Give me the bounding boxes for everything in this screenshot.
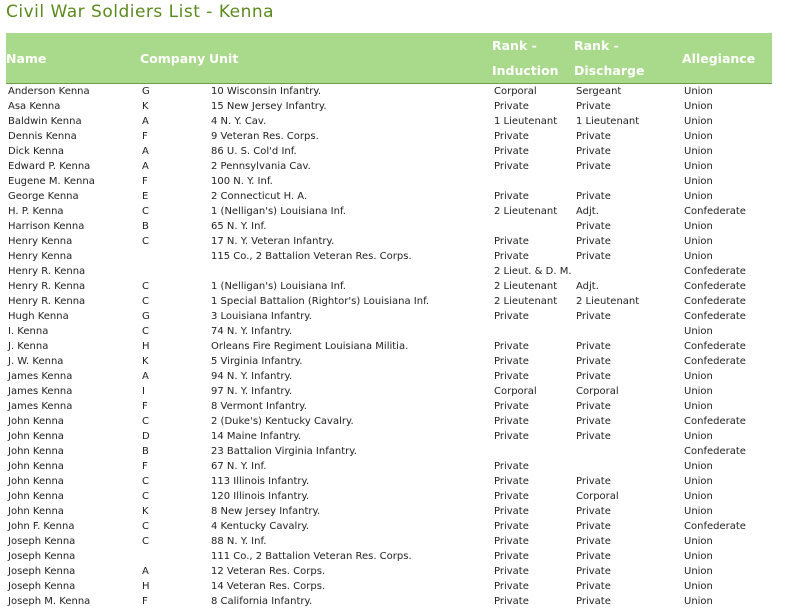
unit-cell: 5 Virginia Infantry.	[211, 356, 303, 367]
rank-induction-cell: Private	[494, 131, 529, 142]
company-cell: A	[142, 116, 149, 127]
rank-discharge-cell: Private	[576, 431, 611, 442]
company-cell: C	[142, 521, 149, 532]
table-row	[6, 249, 772, 264]
unit-cell: 65 N. Y. Inf.	[211, 221, 267, 232]
rank-discharge-cell: Private	[576, 596, 611, 607]
allegiance-cell: Confederate	[684, 281, 746, 292]
name-cell: Asa Kenna	[8, 101, 61, 112]
table-body	[6, 84, 772, 610]
company-cell: A	[142, 146, 149, 157]
rank-discharge-cell: Private	[576, 356, 611, 367]
unit-cell: 14 Maine Infantry.	[211, 431, 302, 442]
allegiance-cell: Union	[684, 221, 713, 232]
unit-cell: 1 Special Battalion (Rightor's) Louisiana Inf.	[211, 296, 430, 307]
rank-discharge-cell: Sergeant	[576, 86, 622, 97]
rank-induction-cell: 2 Lieutenant	[494, 206, 558, 217]
table-row	[6, 459, 772, 474]
unit-cell: 1 (Nelligan's) Louisiana Inf.	[211, 281, 346, 292]
table-row	[6, 474, 772, 489]
rank-discharge-cell: Private	[576, 551, 611, 562]
company-cell: F	[142, 461, 148, 472]
rank-induction-cell	[492, 324, 574, 339]
allegiance-cell: Union	[684, 101, 713, 112]
allegiance-cell: Confederate	[684, 446, 746, 457]
rank-induction-cell: Private	[494, 311, 529, 322]
unit-cell: 86 U. S. Col'd Inf.	[211, 146, 297, 157]
unit-cell: 3 Louisiana Infantry.	[211, 311, 312, 322]
allegiance-cell: Union	[684, 161, 713, 172]
table-row	[6, 114, 772, 129]
rank-induction-cell: Private	[494, 371, 529, 382]
unit-cell: 2 Pennsylvania Cav.	[211, 161, 311, 172]
rank-discharge-cell: Private	[576, 536, 611, 547]
rank-induction-cell: Private	[494, 521, 529, 532]
unit-cell: 100 N. Y. Inf.	[211, 176, 273, 187]
company-cell: F	[142, 401, 148, 412]
rank-induction-cell: 2 Lieutenant	[494, 281, 558, 292]
name-cell: Joseph Kenna	[8, 566, 76, 577]
table-row	[6, 324, 772, 339]
rank-induction-cell	[492, 444, 574, 459]
unit-cell: 8 California Infantry.	[211, 596, 313, 607]
unit-cell: Orleans Fire Regiment Louisiana Militia.	[211, 341, 409, 352]
rank-discharge-cell	[574, 324, 682, 339]
rank-discharge-cell: Private	[576, 506, 611, 517]
unit-cell: 12 Veteran Res. Corps.	[211, 566, 326, 577]
table-row	[6, 339, 772, 354]
rank-induction-cell: Private	[494, 566, 529, 577]
name-cell: George Kenna	[8, 191, 79, 202]
column-header-allegiance[interactable]: Allegiance	[682, 50, 756, 66]
table-row	[6, 519, 772, 534]
company-cell: K	[142, 506, 149, 517]
company-cell: E	[142, 191, 149, 202]
rank-induction-cell	[492, 219, 574, 234]
unit-cell	[209, 264, 492, 279]
company-cell: K	[142, 101, 149, 112]
rank-discharge-cell: Private	[576, 401, 611, 412]
allegiance-cell: Union	[684, 551, 713, 562]
rank-induction-cell: Private	[494, 236, 529, 247]
allegiance-cell: Union	[684, 236, 713, 247]
allegiance-cell: Confederate	[684, 521, 746, 532]
unit-cell: 115 Co., 2 Battalion Veteran Res. Corps.	[211, 251, 412, 262]
company-cell: C	[142, 416, 149, 427]
name-cell: Henry Kenna	[8, 251, 73, 262]
name-cell: John Kenna	[8, 461, 64, 472]
table-row	[6, 549, 772, 564]
rank-discharge-cell: Private	[576, 236, 611, 247]
table-row	[6, 444, 772, 459]
table-row	[6, 219, 772, 234]
table-row	[6, 279, 772, 294]
company-cell: F	[142, 596, 148, 607]
table-row	[6, 189, 772, 204]
company-cell: G	[142, 86, 150, 97]
name-cell: John Kenna	[8, 476, 64, 487]
company-cell: C	[142, 281, 149, 292]
rank-discharge-cell: Private	[576, 101, 611, 112]
allegiance-cell: Confederate	[684, 311, 746, 322]
name-cell: J. W. Kenna	[8, 356, 64, 367]
name-cell: Joseph Kenna	[8, 536, 76, 547]
table-row	[6, 489, 772, 504]
unit-cell: 15 New Jersey Infantry.	[211, 101, 327, 112]
name-cell: Eugene M. Kenna	[8, 176, 95, 187]
table-row	[6, 579, 772, 594]
unit-cell: 111 Co., 2 Battalion Veteran Res. Corps.	[211, 551, 412, 562]
table-row	[6, 594, 772, 609]
table-row	[6, 429, 772, 444]
allegiance-cell: Union	[684, 146, 713, 157]
unit-cell: 67 N. Y. Inf.	[211, 461, 267, 472]
allegiance-cell: Union	[684, 251, 713, 262]
table-row	[6, 309, 772, 324]
company-cell: F	[142, 131, 148, 142]
company-cell: C	[142, 491, 149, 502]
table-row	[6, 504, 772, 519]
rank-induction-cell: Private	[494, 146, 529, 157]
company-cell: C	[142, 326, 149, 337]
company-cell: A	[142, 161, 149, 172]
unit-cell: 4 N. Y. Cav.	[211, 116, 267, 127]
company-cell: C	[142, 236, 149, 247]
allegiance-cell: Confederate	[684, 266, 746, 277]
name-cell: Dick Kenna	[8, 146, 64, 157]
rank-induction-cell: Corporal	[494, 86, 537, 97]
table-row	[6, 144, 772, 159]
name-cell: Harrison Kenna	[8, 221, 85, 232]
rank-induction-cell: Private	[494, 596, 529, 607]
rank-discharge-cell: Private	[576, 161, 611, 172]
table-row	[6, 159, 772, 174]
company-cell: K	[142, 356, 149, 367]
name-cell: Hugh Kenna	[8, 311, 69, 322]
rank-discharge-cell: Private	[576, 566, 611, 577]
name-cell: John Kenna	[8, 416, 64, 427]
allegiance-cell: Confederate	[684, 356, 746, 367]
unit-cell: 97 N. Y. Infantry.	[211, 386, 293, 397]
allegiance-cell: Confederate	[684, 341, 746, 352]
name-cell: Baldwin Kenna	[8, 116, 82, 127]
rank-induction-cell: Private	[494, 536, 529, 547]
rank-induction-cell: Private	[494, 416, 529, 427]
allegiance-cell: Union	[684, 86, 713, 97]
unit-cell: 120 Illinois Infantry.	[211, 491, 310, 502]
table-row	[6, 174, 772, 189]
rank-induction-cell: 1 Lieutenant	[494, 116, 558, 127]
rank-discharge-cell	[574, 174, 682, 189]
name-cell: Dennis Kenna	[8, 131, 77, 142]
company-cell: B	[142, 221, 149, 232]
rank-induction-cell: Private	[494, 356, 529, 367]
name-cell: John Kenna	[8, 506, 64, 517]
rank-discharge-cell	[574, 264, 682, 279]
name-cell: Joseph Kenna	[8, 551, 76, 562]
rank-induction-cell: Corporal	[494, 386, 537, 397]
name-cell: I. Kenna	[8, 326, 49, 337]
rank-induction-cell: Private	[494, 251, 529, 262]
rank-discharge-cell	[574, 459, 682, 474]
unit-cell: 2 Connecticut H. A.	[211, 191, 308, 202]
rank-discharge-cell: Corporal	[576, 386, 619, 397]
unit-cell: 2 (Duke's) Kentucky Cavalry.	[211, 416, 354, 427]
table-row	[6, 384, 772, 399]
allegiance-cell: Union	[684, 581, 713, 592]
rank-induction-cell: Private	[494, 551, 529, 562]
company-cell: G	[142, 311, 150, 322]
rank-discharge-cell: Private	[576, 476, 611, 487]
unit-cell: 17 N. Y. Veteran Infantry.	[211, 236, 335, 247]
unit-cell: 10 Wisconsin Infantry.	[211, 86, 321, 97]
rank-discharge-cell: Adjt.	[576, 206, 599, 217]
company-cell: F	[142, 176, 148, 187]
unit-cell: 9 Veteran Res. Corps.	[211, 131, 319, 142]
rank-discharge-cell: Private	[576, 131, 611, 142]
company-cell: D	[142, 431, 150, 442]
name-cell: James Kenna	[8, 401, 73, 412]
rank-discharge-cell: Private	[576, 221, 611, 232]
table-row	[6, 399, 772, 414]
column-header-company[interactable]: Company	[140, 50, 206, 66]
allegiance-cell: Union	[684, 326, 713, 337]
rank-discharge-cell: Private	[576, 581, 611, 592]
name-cell: Joseph Kenna	[8, 581, 76, 592]
table-row	[6, 534, 772, 549]
header-row	[6, 33, 772, 84]
company-cell: C	[142, 476, 149, 487]
soldiers-table	[6, 33, 772, 609]
allegiance-cell: Union	[684, 491, 713, 502]
name-cell: Henry R. Kenna	[8, 281, 86, 292]
name-cell: Anderson Kenna	[8, 86, 90, 97]
rank-discharge-cell: Corporal	[576, 491, 619, 502]
allegiance-cell: Union	[684, 371, 713, 382]
table-row	[6, 564, 772, 579]
rank-discharge-cell: Private	[576, 341, 611, 352]
column-header-rank-induction[interactable]	[492, 33, 574, 84]
company-cell: C	[142, 536, 149, 547]
column-header-unit[interactable]: Unit	[209, 50, 239, 66]
company-cell: H	[142, 341, 150, 352]
rank-induction-cell: Private	[494, 341, 529, 352]
rank-induction-cell	[492, 174, 574, 189]
rank-discharge-cell: 1 Lieutenant	[576, 116, 640, 127]
table-row	[6, 369, 772, 384]
rank-discharge-cell: Private	[576, 251, 611, 262]
allegiance-cell: Union	[684, 476, 713, 487]
rank-discharge-cell: Private	[576, 146, 611, 157]
allegiance-cell: Confederate	[684, 206, 746, 217]
name-cell: John Kenna	[8, 446, 64, 457]
rank-induction-line-2: Induction	[492, 63, 559, 78]
unit-cell: 88 N. Y. Inf.	[211, 536, 267, 547]
allegiance-cell: Union	[684, 431, 713, 442]
name-cell: Joseph M. Kenna	[8, 596, 91, 607]
name-cell: J. Kenna	[8, 341, 49, 352]
company-cell: A	[142, 371, 149, 382]
name-cell: John Kenna	[8, 491, 64, 502]
rank-induction-cell: Private	[494, 461, 529, 472]
allegiance-cell: Union	[684, 116, 713, 127]
company-cell	[140, 549, 209, 564]
rank-induction-cell: Private	[494, 506, 529, 517]
company-cell: H	[142, 581, 150, 592]
allegiance-cell: Union	[684, 566, 713, 577]
allegiance-cell: Union	[684, 131, 713, 142]
unit-cell: 14 Veteran Res. Corps.	[211, 581, 326, 592]
rank-induction-cell: Private	[494, 161, 529, 172]
company-cell: A	[142, 566, 149, 577]
allegiance-cell: Union	[684, 596, 713, 607]
name-cell: James Kenna	[8, 386, 73, 397]
unit-cell: 74 N. Y. Infantry.	[211, 326, 293, 337]
rank-induction-cell: 2 Lieut. & D. M.	[494, 266, 572, 277]
rank-induction-cell: Private	[494, 191, 529, 202]
company-cell	[140, 249, 209, 264]
table-row	[6, 99, 772, 114]
rank-discharge-cell: Private	[576, 416, 611, 427]
rank-induction-cell: Private	[494, 581, 529, 592]
allegiance-cell: Union	[684, 176, 713, 187]
rank-induction-cell: Private	[494, 476, 529, 487]
name-cell: James Kenna	[8, 371, 73, 382]
table-row	[6, 129, 772, 144]
table-row	[6, 264, 772, 279]
company-cell: C	[142, 296, 149, 307]
company-cell	[140, 264, 209, 279]
name-cell: H. P. Kenna	[8, 206, 64, 217]
name-cell: Henry R. Kenna	[8, 266, 86, 277]
unit-cell: 4 Kentucky Cavalry.	[211, 521, 310, 532]
rank-discharge-cell: Private	[576, 311, 611, 322]
company-cell: C	[142, 206, 149, 217]
name-cell: John Kenna	[8, 431, 64, 442]
table-row	[6, 354, 772, 369]
name-cell: Henry R. Kenna	[8, 296, 86, 307]
table-row	[6, 234, 772, 249]
allegiance-cell: Union	[684, 461, 713, 472]
column-header-rank-discharge[interactable]	[574, 33, 682, 84]
rank-discharge-cell: Private	[576, 521, 611, 532]
allegiance-cell: Confederate	[684, 296, 746, 307]
table-row	[6, 84, 772, 100]
allegiance-cell: Union	[684, 386, 713, 397]
name-cell: Henry Kenna	[8, 236, 73, 247]
allegiance-cell: Union	[684, 401, 713, 412]
unit-cell: 113 Illinois Infantry.	[211, 476, 310, 487]
name-cell: John F. Kenna	[8, 521, 75, 532]
rank-discharge-line-1: Rank -	[574, 38, 619, 53]
rank-discharge-cell: Adjt.	[576, 281, 599, 292]
column-header-name[interactable]: Name	[6, 50, 47, 66]
company-cell: B	[142, 446, 149, 457]
table-row	[6, 204, 772, 219]
allegiance-cell: Union	[684, 506, 713, 517]
rank-induction-cell: 2 Lieutenant	[494, 296, 558, 307]
rank-induction-cell: Private	[494, 401, 529, 412]
rank-induction-line-1: Rank -	[492, 38, 537, 53]
company-cell: I	[142, 386, 145, 397]
unit-cell: 23 Battalion Virginia Infantry.	[211, 446, 357, 457]
unit-cell: 8 Vermont Infantry.	[211, 401, 307, 412]
unit-cell: 94 N. Y. Infantry.	[211, 371, 293, 382]
rank-discharge-cell: Private	[576, 371, 611, 382]
rank-discharge-cell	[574, 444, 682, 459]
unit-cell: 8 New Jersey Infantry.	[211, 506, 321, 517]
unit-cell: 1 (Nelligan's) Louisiana Inf.	[211, 206, 346, 217]
rank-induction-cell: Private	[494, 101, 529, 112]
table-header	[6, 33, 772, 84]
allegiance-cell: Union	[684, 536, 713, 547]
page-title: Civil War Soldiers List - Kenna	[6, 2, 275, 22]
allegiance-cell: Union	[684, 191, 713, 202]
allegiance-cell: Confederate	[684, 416, 746, 427]
table-row	[6, 414, 772, 429]
rank-discharge-line-2: Discharge	[574, 63, 645, 78]
rank-induction-cell: Private	[494, 491, 529, 502]
table-row	[6, 294, 772, 309]
rank-discharge-cell: Private	[576, 191, 611, 202]
rank-discharge-cell: 2 Lieutenant	[576, 296, 640, 307]
name-cell: Edward P. Kenna	[8, 161, 91, 172]
rank-induction-cell: Private	[494, 431, 529, 442]
